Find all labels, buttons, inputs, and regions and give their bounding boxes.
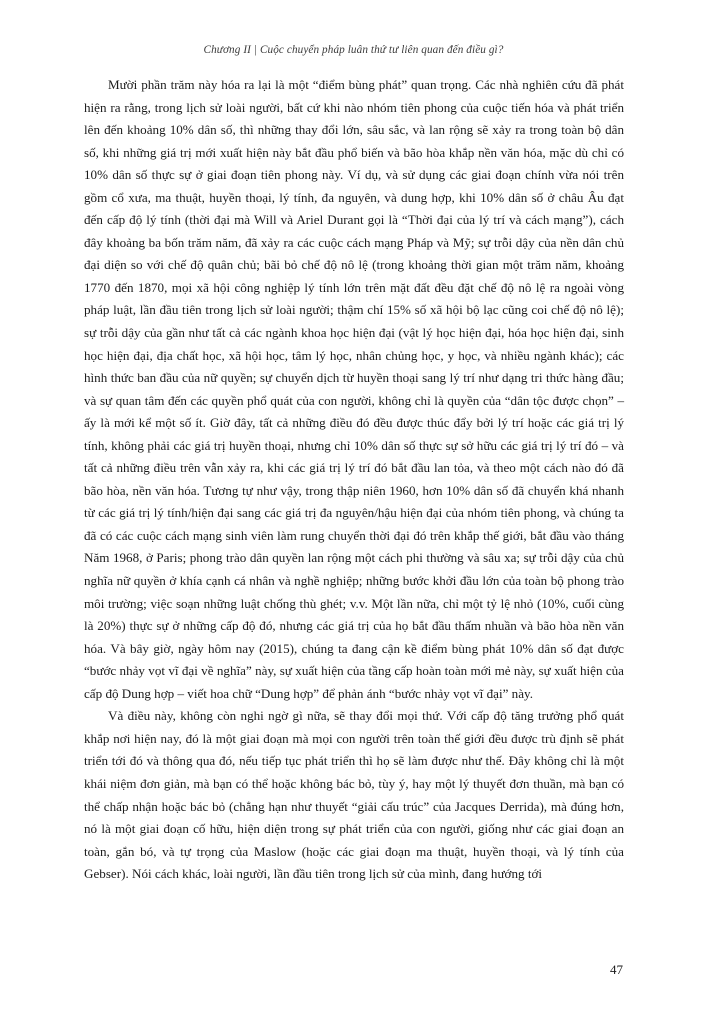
running-head: Chương II | Cuộc chuyển pháp luân thứ tư liên quan đến điều gì? — [203, 44, 504, 56]
paragraph — [84, 74, 624, 705]
page-body — [84, 74, 624, 886]
page-number: 47 — [610, 962, 623, 977]
paragraph-text-1: Mười phần trăm này hóa ra lại là một “điểm bùng phát” quan trọng. Các nhà nghiên cứu đã phát hiện ra rằng, trong lịch sử loài người, bất cứ khi nào nhóm tiên phong của cuộc tiến hóa và phát triển lên đến khoảng 10% dân số, thì những thay đổi lớn, sâu sắc, và lan rộng sẽ xảy ra trong toàn bộ dân số, khi những giá trị mới xuất hiện này bắt đầu phổ biến và bão hòa khắp nền văn hóa, mặc dù chỉ có 10% dân số thực sự ở giai đoạn tiên phong này. Ví dụ, và sử dụng các giai đoạn chính vừa nói trên gồm cổ xưa, ma thuật, huyền thoại, lý tính, đa nguyên, và dung hợp, khi 10% dân số ở châu Âu đạt đến cấp độ lý tính (thời đại mà Will và Ariel Durant gọi là “Thời đại của lý trí và cách mạng”), cách đây khoảng ba bốn trăm năm, đã xảy ra các cuộc cách mạng Pháp và Mỹ; sự trỗi dậy của nền dân chủ đại diện so với chế độ quân chủ; bãi bỏ chế độ nô lệ (trong khoảng thời gian một trăm năm, khoảng 1770 đến 1870, mọi xã hội công nghiệp lý tính lớn trên mặt đất đều đặt chế độ nô lệ ra ngoài vòng pháp luật, lần đầu tiên trong lịch sử loài người; thậm chí 15% số xã hội bộ lạc cũng coi chế độ nô lệ); sự trỗi dậy của gần như tất cả các ngành khoa học hiện đại (vật lý học hiện đại, hóa học hiện đại, sinh học hiện đại, địa chất học, xã hội học, tâm lý học, nhân chủng học, y học, và nhiều ngành khác); các hình thức ban đầu của nữ quyền; sự chuyển dịch từ huyền thoại sang lý trí như dạng tri thức hàng đầu; và sự quan tâm đến các quyền phổ quát của con người, không chỉ là quyền của “dân tộc được chọn” – ấy là mới kể một số ít. Giờ đây, tất cả những điều đó đều được thúc đẩy bởi lý trí hoặc các giá trị lý tính, không phải các giá trị huyền thoại, nhưng chỉ 10% dân số thực sự sở hữu các giá trị lý trí đó – và tất cả những điều trên vẫn xảy ra, khi các giá trị lý trí đó bắt đầu lan tỏa, và theo một cách nào đó đã bão hòa, nền văn hóa. Tương tự như vậy, trong thập niên 1960, hơn 10% dân số đã chuyển khá nhanh từ các giá trị lý tính/hiện đại sang các giá trị đa nguyên/hậu hiện đại của nhóm tiên phong, và chúng ta đã có các cuộc cách mạng sinh viên làm rung chuyển thời đại đó trên khắp thế giới, bắt đầu vào tháng Năm 1968, ở Paris; phong trào dân quyền lan rộng một cách phi thường và sâu xa; sự trỗi dậy của chủ nghĩa nữ quyền ở khía cạnh cá nhân và nghề nghiệp; những bước khởi đầu lớn của toàn bộ phong trào môi trường; việc soạn những luật chống thù ghét; v.v. Một lần nữa, chỉ một tỷ lệ nhỏ (10%, cuối cùng là 20%) thực sự ở những cấp độ đó, nhưng các giá trị của họ bắt đầu thấm nhuần và bão hòa nền văn hóa. Và bây giờ, ngày hôm nay (2015), chúng ta đang cận kề điểm bùng phát 10% dân số đạt được “bước nhảy vọt vĩ đại về nghĩa” này, sự xuất hiện của tầng cấp hoàn toàn mới mẻ này, sự xuất hiện của cấp độ Dung hợp – viết hoa chữ “Dung hợp” để phản ánh “bước nhảy vọt vĩ đại” này. — [84, 77, 624, 701]
paragraph-text-2: Và điều này, không còn nghi ngờ gì nữa, sẽ thay đổi mọi thứ. Với cấp độ tăng trưởng phổ quát khắp nơi hiện nay, đó là một giai đoạn mà mọi con người trên toàn thế giới đều được trù định sẽ phát triển tới đó và thông qua đó, nếu tiếp tục phát triển thì họ sẽ làm được như thế. Đây không chỉ là một khái niệm đơn giản, mà bạn có thể hoặc không bác bỏ, tùy ý, hay một lý thuyết đơn thuần, mà bạn có thể chấp nhận hoặc bác bỏ (chẳng hạn như thuyết “giải cấu trúc” của Jacques Derrida), mà đúng hơn, nó là một giai đoạn cố hữu, hiện diện trong sự phát triển của con người, giống như các giai đoạn an toàn, gắn bó, và tự trọng của Maslow (hoặc các giai đoạn ma thuật, huyền thoại, và lý tính của Gebser). Nói cách khác, loài người, lần đầu tiên trong lịch sử của mình, đang hướng tới — [84, 708, 624, 882]
paragraph — [84, 705, 624, 885]
